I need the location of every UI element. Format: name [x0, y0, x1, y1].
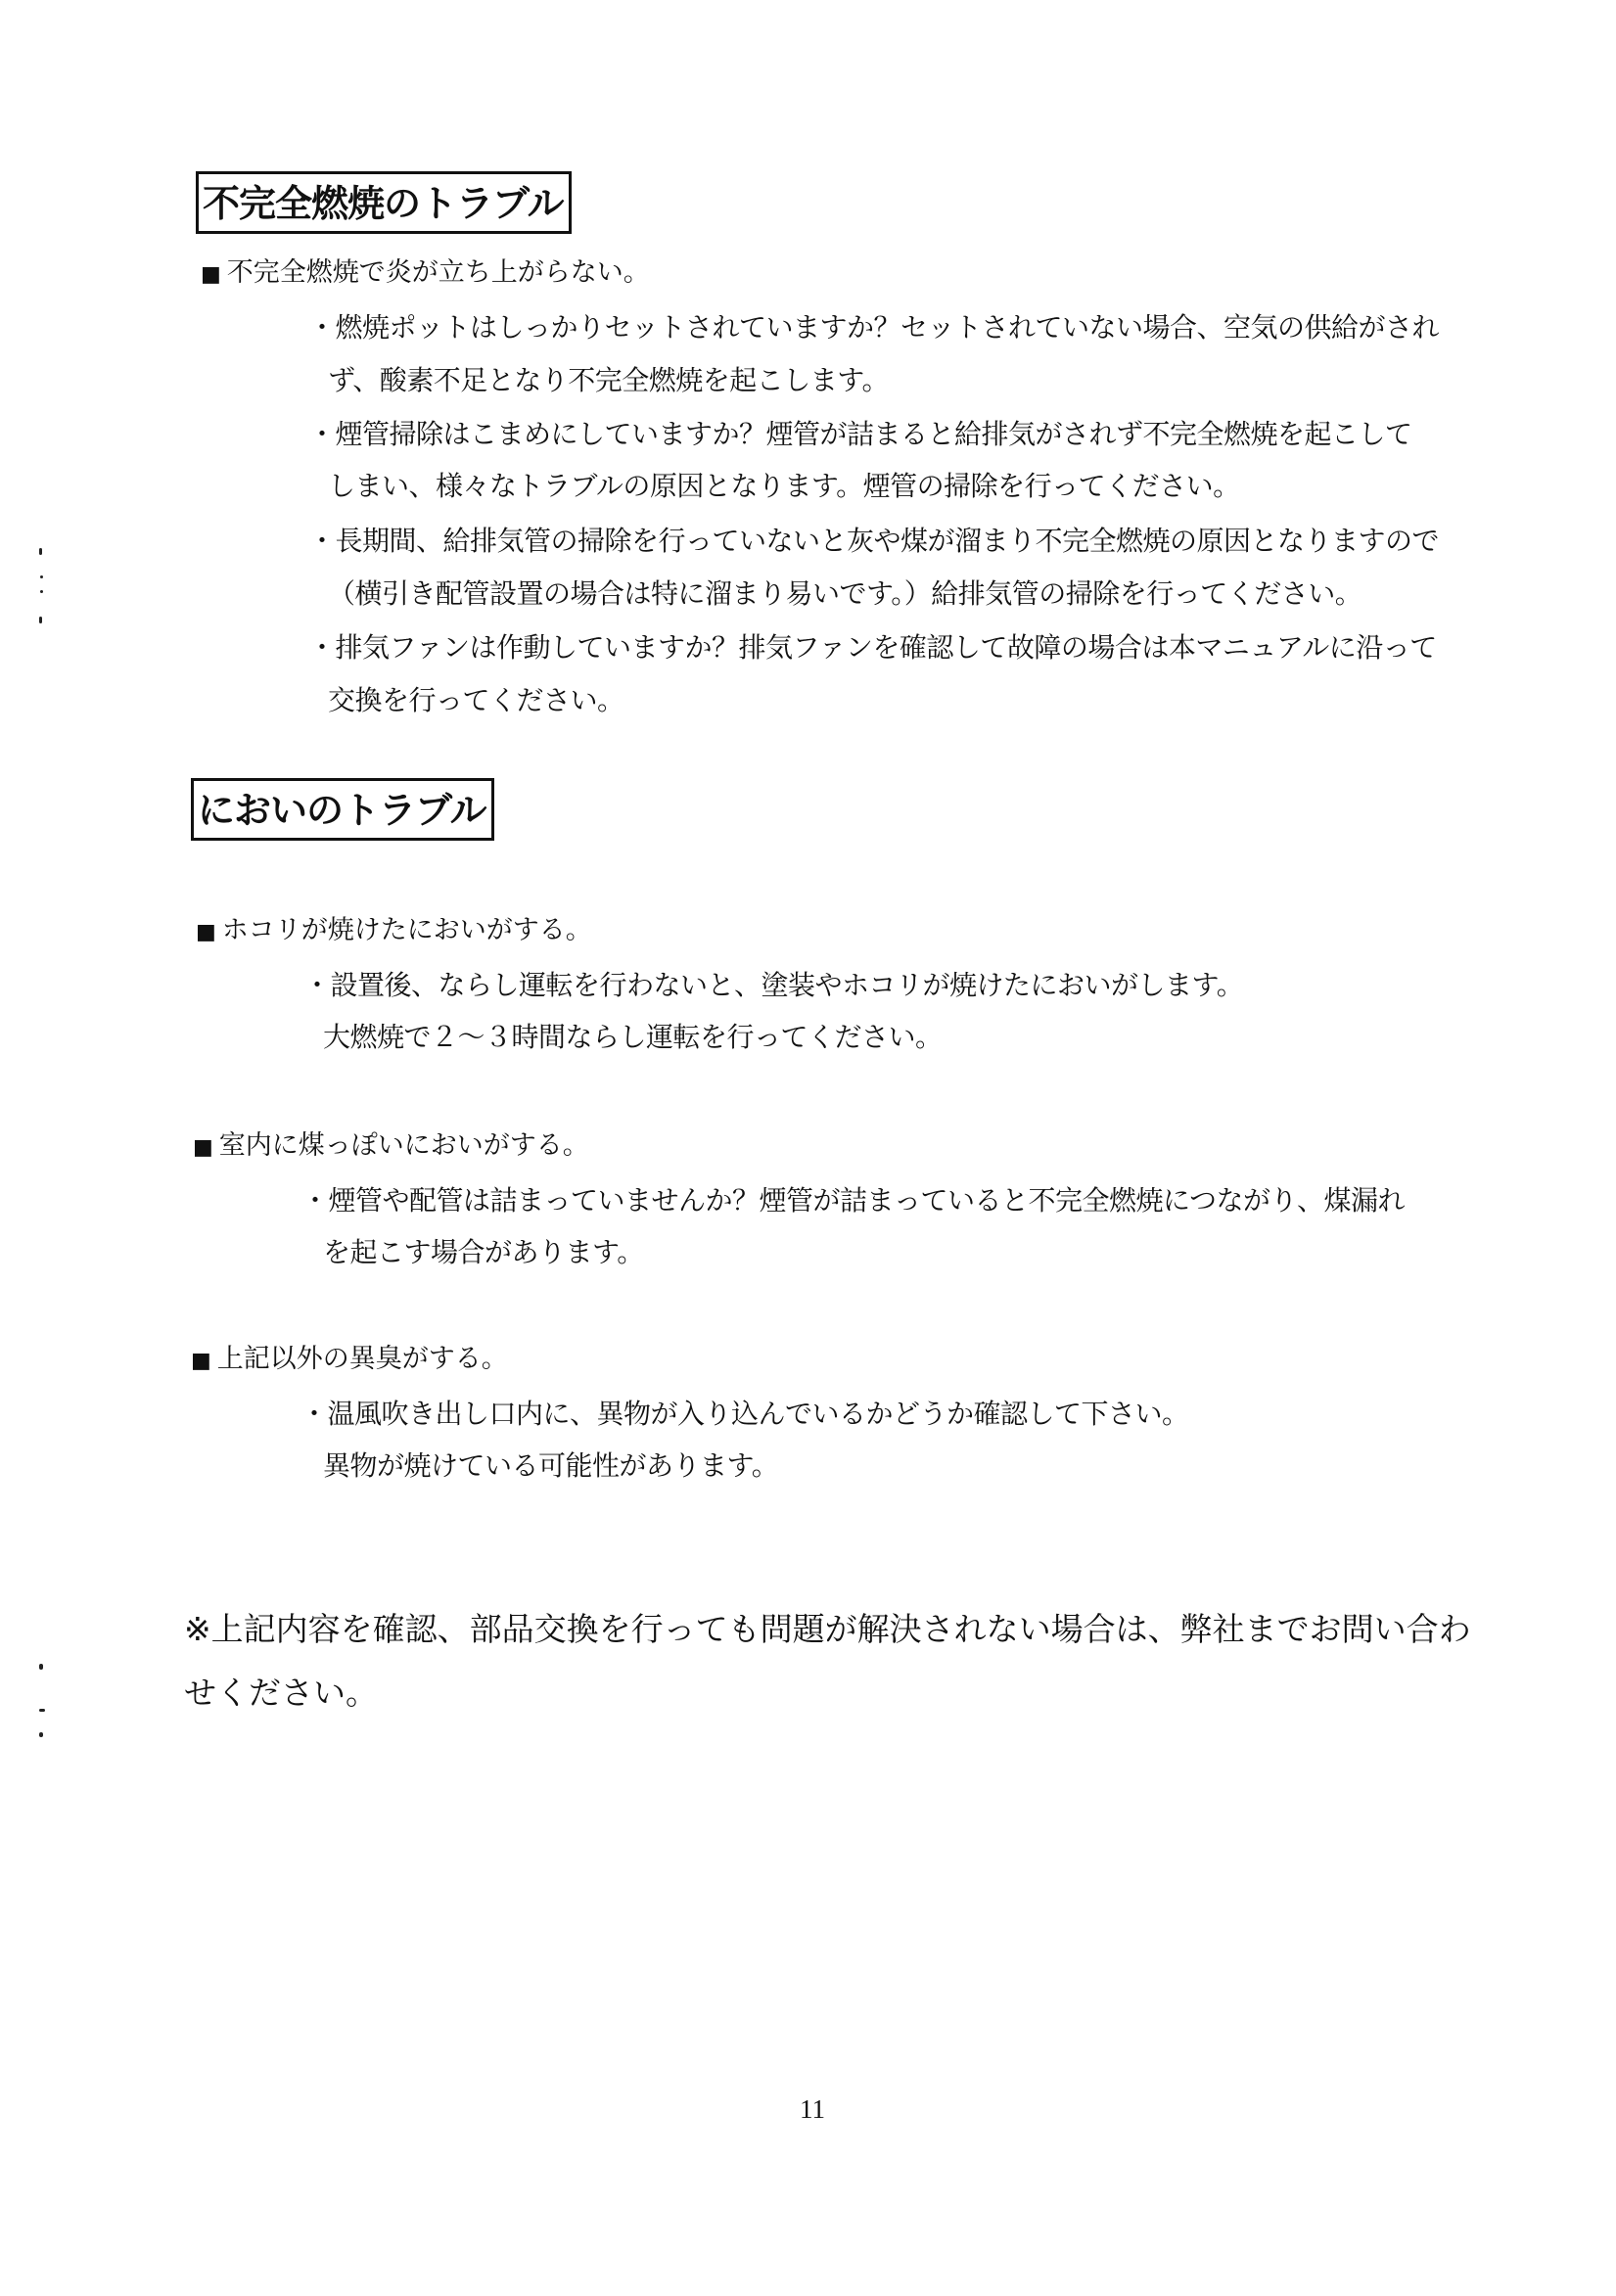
scan-speck [39, 1709, 45, 1712]
point-line: ・煙管や配管は詰まっていませんか？煙管が詰まっていると不完全燃焼につながり、煤漏れ [301, 1184, 1405, 1217]
heading-flame-not-rising: ■ 不完全燃焼で炎が立ち上がらない。 [201, 257, 650, 288]
scan-speck [40, 575, 43, 578]
point-line: ・煙管掃除はこまめにしていますか？煙管が詰まると給排気がされず不完全燃焼を起こして [308, 418, 1412, 450]
point-line: しまい、様々なトラブルの原因となります。煙管の掃除を行ってください。 [328, 470, 1240, 502]
scan-speck [39, 1664, 43, 1670]
point-line: ・長期間、給排気管の掃除を行っていないと灰や煤が溜まり不完全燃焼の原因となりますので [308, 525, 1440, 557]
closing-note-line: ※上記内容を確認、部品交換を行っても問題が解決されない場合は、弊社までお問い合わ [184, 1610, 1471, 1648]
section-title-incomplete-combustion: 不完全燃焼のトラブル [196, 171, 572, 234]
point-line: 交換を行ってください。 [328, 684, 624, 716]
scan-speck [39, 548, 42, 555]
bullet-square: ■ [201, 262, 221, 287]
point-line: （横引き配管設置の場合は特に溜まり易いです。）給排気管の掃除を行ってください。 [328, 577, 1362, 610]
bullet-square: ■ [191, 1349, 211, 1373]
closing-note-line: せください。 [184, 1674, 378, 1712]
point-line: ず、酸素不足となり不完全燃焼を起こします。 [328, 364, 890, 396]
scan-speck [40, 590, 43, 593]
scan-speck [39, 617, 42, 623]
bullet-square: ■ [196, 920, 216, 944]
bullet-square: ■ [193, 1135, 213, 1160]
section-title-odor: においのトラブル [191, 778, 494, 841]
point-line: ・燃焼ポットはしっかりセットされていますか？セットされていない場合、空気の供給がされ [308, 311, 1440, 344]
scan-speck [39, 1732, 43, 1737]
point-line: ・設置後、ならし運転を行わないと、塗装やホコリが焼けたにおいがします。 [303, 969, 1244, 1001]
point-line: ・排気ファンは作動していますか？排気ファンを確認して故障の場合は本マニュアルに沿って [308, 631, 1437, 664]
point-line: 異物が焼けている可能性があります。 [323, 1449, 779, 1482]
heading-dust-burning-smell: ■ ホコリが焼けたにおいがする。 [196, 915, 592, 945]
heading-other-odor: ■ 上記以外の異臭がする。 [191, 1344, 508, 1374]
point-line: 大燃焼で２～３時間ならし運転を行ってください。 [323, 1021, 943, 1053]
page-number: 11 [800, 2094, 825, 2124]
point-line: ・温風吹き出し口内に、異物が入り込んでいるかどうか確認して下さい。 [300, 1398, 1189, 1430]
heading-soot-smell: ■ 室内に煤っぽいにおいがする。 [193, 1130, 589, 1161]
point-line: を起こす場合があります。 [323, 1236, 644, 1268]
